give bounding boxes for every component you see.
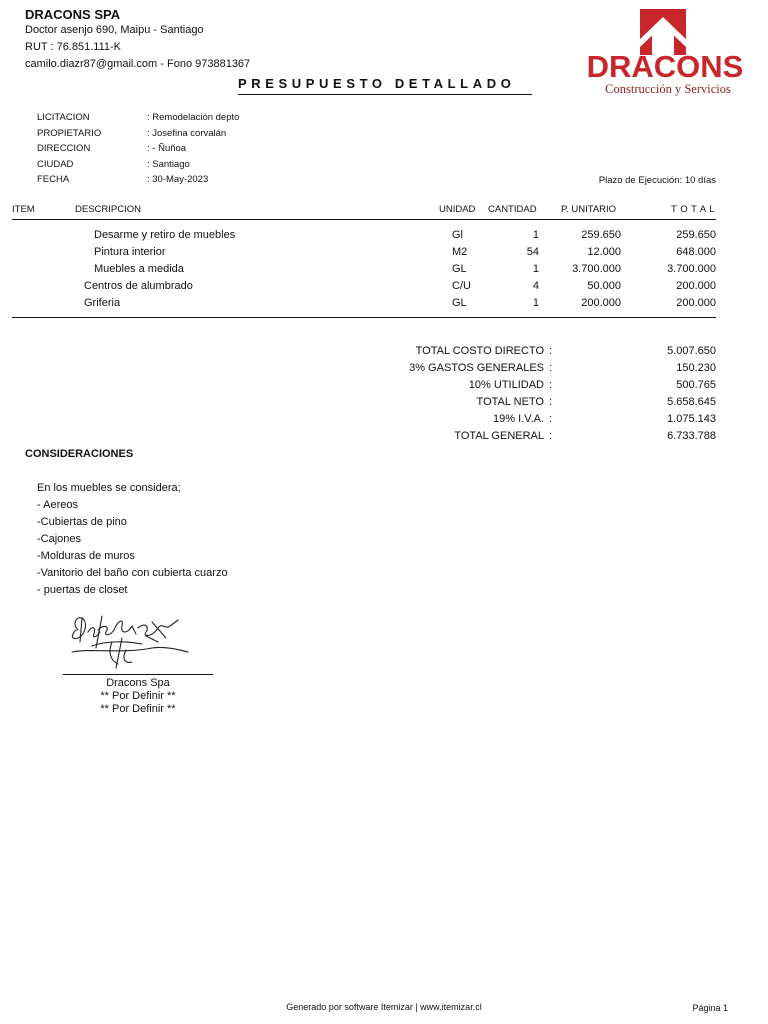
table-header-rule bbox=[12, 219, 716, 220]
considerations-title: CONSIDERACIONES bbox=[25, 448, 134, 460]
company-logo bbox=[570, 7, 760, 97]
signer-line-2: ** Por Definir ** bbox=[100, 690, 176, 702]
table-row bbox=[0, 229, 768, 246]
company-name: DRACONS SPA bbox=[25, 7, 121, 22]
logo-word: DRACONS bbox=[586, 49, 744, 84]
consideration-line: -Vanitorio del baño con cubierta cuarzo bbox=[37, 567, 228, 579]
item-total: 200.000 bbox=[676, 279, 716, 292]
table-row bbox=[0, 246, 768, 263]
summary-value: 6.733.788 bbox=[667, 429, 716, 442]
item-unit: Gl bbox=[452, 229, 463, 241]
info-value: : Josefina corvalán bbox=[147, 127, 227, 139]
info-label: CIUDAD bbox=[37, 158, 74, 170]
info-value: : Remodelación depto bbox=[147, 112, 240, 123]
column-header-unit: UNIDAD bbox=[439, 204, 476, 215]
column-header-unit-price: P. UNITARIO bbox=[561, 204, 617, 215]
info-value: : 30-May-2023 bbox=[147, 174, 209, 186]
item-description: Muebles a medida bbox=[94, 262, 184, 275]
document-title: PRESUPUESTO DETALLADO bbox=[238, 76, 516, 91]
summary-colon: : bbox=[549, 361, 553, 374]
summary-row bbox=[0, 345, 768, 362]
table-row bbox=[0, 297, 768, 314]
summary-label: 3% GASTOS GENERALES bbox=[409, 361, 544, 374]
info-label: PROPIETARIO bbox=[37, 127, 102, 139]
item-unit-price: 12.000 bbox=[587, 245, 621, 258]
consideration-line: -Cajones bbox=[37, 533, 82, 545]
item-unit: GL bbox=[452, 262, 467, 275]
consideration-line: -Cubiertas de pino bbox=[37, 516, 127, 528]
summary-label: TOTAL COSTO DIRECTO bbox=[415, 345, 544, 357]
summary-label: TOTAL NETO bbox=[476, 395, 544, 408]
summary-value: 1.075.143 bbox=[667, 412, 716, 425]
company-address: Doctor asenjo 690, Maipu - Santiago bbox=[25, 24, 204, 36]
summary-value: 150.230 bbox=[676, 361, 716, 374]
table-row bbox=[0, 263, 768, 280]
summary-colon: : bbox=[549, 378, 553, 391]
execution-period: Plazo de Ejecución: 10 días bbox=[598, 175, 716, 186]
summary-row bbox=[0, 396, 768, 413]
info-label: LICITACION bbox=[37, 112, 90, 123]
item-unit-price: 259.650 bbox=[581, 229, 621, 241]
consideration-line: En los muebles se considera; bbox=[37, 482, 181, 494]
summary-label: 10% UTILIDAD bbox=[468, 378, 544, 391]
item-description: Pintura interior bbox=[94, 245, 166, 258]
item-quantity: 4 bbox=[532, 279, 539, 292]
handwritten-signature bbox=[62, 608, 192, 672]
item-total: 259.650 bbox=[676, 229, 716, 241]
item-description: Desarme y retiro de muebles bbox=[94, 229, 236, 241]
company-contact: camilo.diazr87@gmail.com - Fono 973881367 bbox=[25, 58, 251, 70]
item-unit-price: 50.000 bbox=[587, 279, 621, 292]
summary-label: TOTAL GENERAL bbox=[454, 429, 544, 442]
info-label: DIRECCION bbox=[37, 143, 91, 155]
title-underline bbox=[238, 94, 532, 95]
item-unit: C/U bbox=[452, 279, 471, 292]
item-quantity: 1 bbox=[532, 296, 539, 309]
summary-row bbox=[0, 379, 768, 396]
column-header-item: ITEM bbox=[12, 204, 35, 215]
info-value: : - Ñuñoa bbox=[147, 143, 187, 155]
item-unit-price: 200.000 bbox=[581, 296, 621, 309]
table-bottom-rule bbox=[12, 317, 716, 318]
summary-colon: : bbox=[549, 412, 553, 425]
summary-colon: : bbox=[549, 395, 553, 408]
signer-line-3: ** Por Definir ** bbox=[100, 703, 176, 715]
item-description: Griferia bbox=[84, 296, 121, 309]
signer-name: Dracons Spa bbox=[106, 677, 170, 689]
page-number: Página 1 bbox=[692, 1003, 728, 1013]
item-quantity: 54 bbox=[526, 245, 539, 258]
info-label: FECHA bbox=[37, 174, 70, 186]
item-unit: GL bbox=[452, 296, 467, 309]
logo-tagline: Construcción y Servicios bbox=[605, 82, 731, 96]
item-total: 200.000 bbox=[676, 296, 716, 309]
summary-value: 500.765 bbox=[676, 378, 716, 391]
item-total: 3.700.000 bbox=[667, 262, 716, 275]
company-rut: RUT : 76.851.111-K bbox=[25, 41, 121, 53]
item-quantity: 1 bbox=[532, 229, 539, 241]
summary-colon: : bbox=[549, 429, 553, 442]
item-total: 648.000 bbox=[676, 245, 716, 258]
summary-row bbox=[0, 413, 768, 430]
summary-row bbox=[0, 430, 768, 447]
info-value: : Santiago bbox=[147, 158, 190, 170]
footer-text: Generado por software Itemizar | www.itemizar.cl bbox=[286, 1002, 482, 1012]
column-header-description: DESCRIPCION bbox=[75, 204, 141, 215]
column-header-total: T O T A L bbox=[671, 204, 716, 215]
column-header-quantity: CANTIDAD bbox=[488, 204, 537, 215]
item-unit-price: 3.700.000 bbox=[572, 262, 621, 275]
summary-value: 5.007.650 bbox=[667, 345, 716, 357]
item-description: Centros de alumbrado bbox=[84, 279, 193, 292]
summary-label: 19% I.V.A. bbox=[493, 412, 544, 425]
summary-value: 5.658.645 bbox=[667, 395, 716, 408]
consideration-line: -Molduras de muros bbox=[37, 550, 135, 562]
consideration-line: - Aereos bbox=[37, 499, 78, 511]
item-quantity: 1 bbox=[532, 262, 539, 275]
signature-line bbox=[63, 674, 213, 675]
summary-row bbox=[0, 362, 768, 379]
consideration-line: - puertas de closet bbox=[37, 584, 128, 596]
table-row bbox=[0, 280, 768, 297]
summary-colon: : bbox=[549, 345, 553, 357]
item-unit: M2 bbox=[452, 245, 468, 258]
